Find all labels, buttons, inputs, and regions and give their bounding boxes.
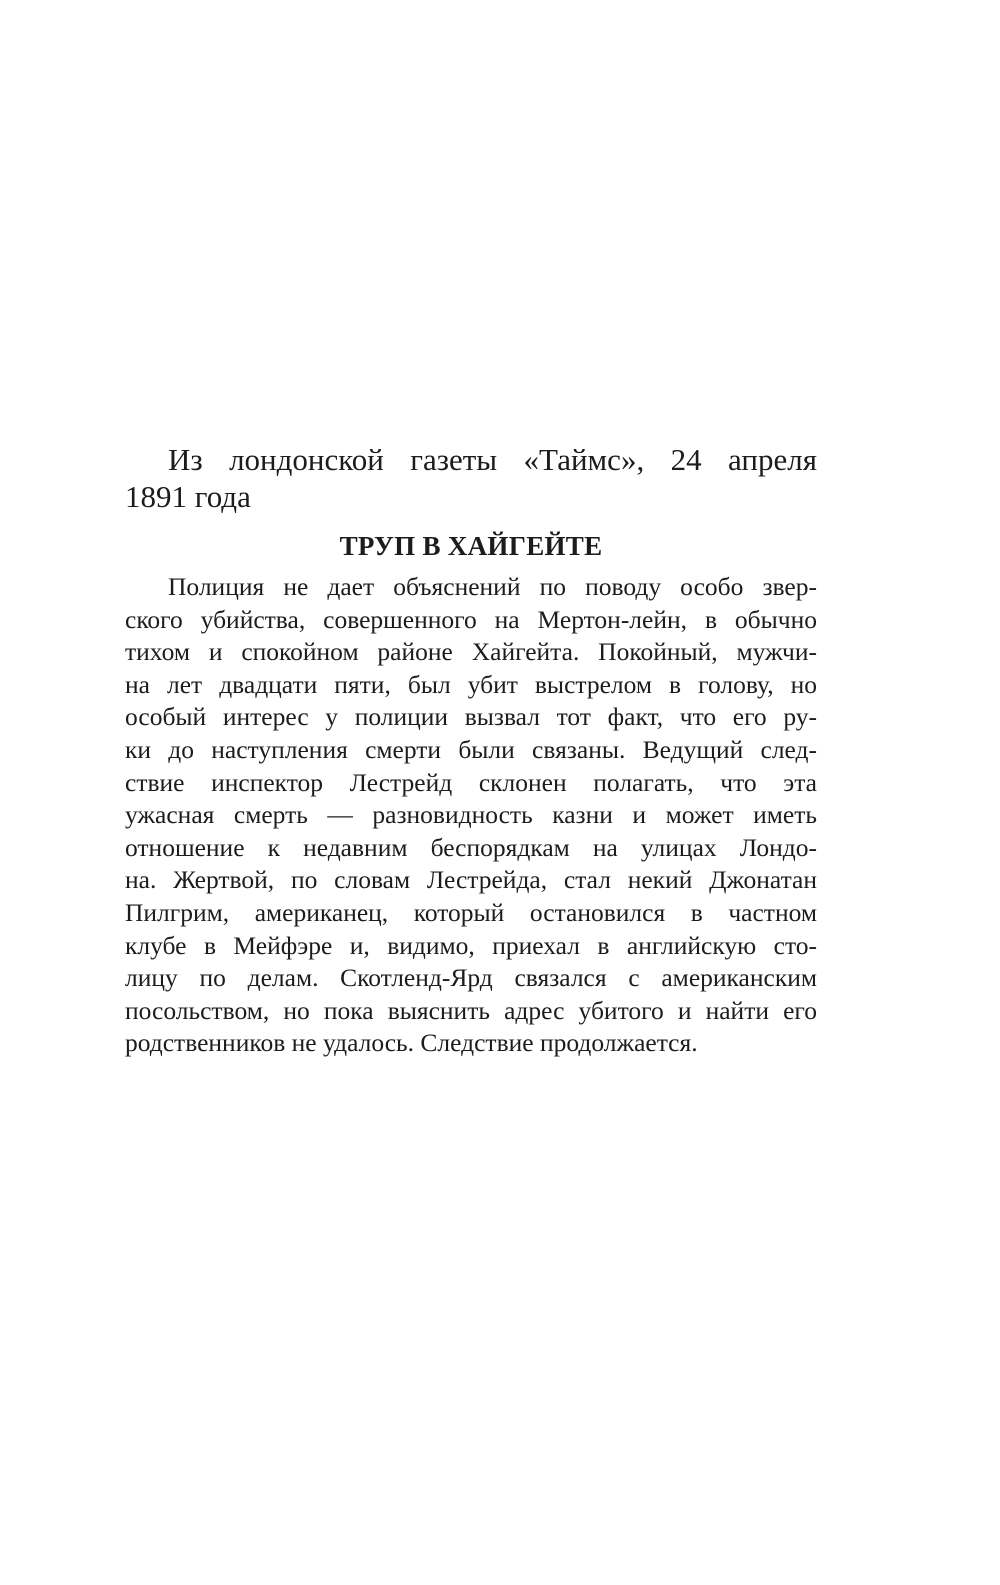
article-line: клубе в Мейфэре и, видимо, приехал в английскую сто- (125, 930, 817, 960)
article-line: особый интерес у полиции вызвал тот факт, что его ру- (125, 702, 817, 732)
intro-line: 1891 года (125, 479, 251, 514)
article-line: на лет двадцати пяти, был убит выстрелом в голову, но (125, 669, 817, 699)
article-line: Пилгрим, американец, который остановился в частном (125, 897, 817, 927)
text-block (125, 441, 817, 1060)
article-line: на. Жертвой, по словам Лестрейда, стал некий Джонатан (125, 865, 817, 895)
article-line: тихом и спокойном районе Хайгейта. Покойный, мужчи- (125, 637, 817, 667)
newspaper-source-line (125, 441, 817, 515)
article-line: родственников не удалось. Следствие продолжается. (125, 1028, 698, 1058)
article-headline: ТРУП В ХАЙГЕЙТЕ (339, 531, 603, 561)
article-line: ужасная смерть — разновидность казни и может иметь (125, 800, 817, 830)
article-line: ки до наступления смерти были связаны. Ведущий след- (125, 734, 817, 764)
article-line: лицу по делам. Скотленд-Ярд связался с американским (125, 963, 817, 993)
article-line: посольством, но пока выяснить адрес убитого и найти его (125, 995, 817, 1025)
intro-line: Из лондонской газеты «Таймс», 24 апреля (168, 442, 817, 477)
article-body (125, 571, 817, 1060)
article-line: ского убийства, совершенного на Мертон-лейн, в обычно (125, 604, 817, 634)
article-line: ствие инспектор Лестрейд склонен полагать, что эта (125, 767, 817, 797)
article-line: Полиция не дает объяснений по поводу особо звер- (168, 572, 817, 601)
article-line: отношение к недавним беспорядкам на улицах Лондо- (125, 832, 817, 862)
